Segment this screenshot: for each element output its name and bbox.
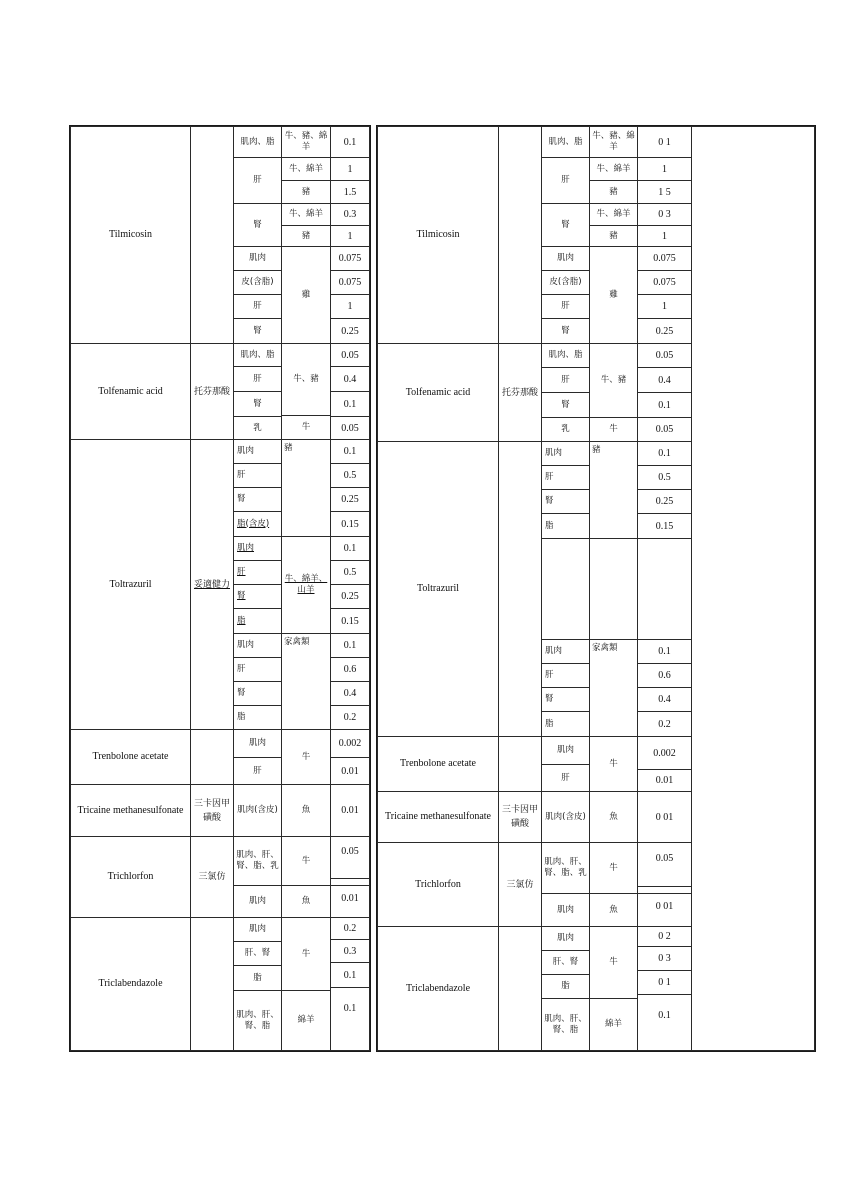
value-cell: 1 — [637, 225, 692, 247]
value-cell: 0.1 — [330, 633, 370, 658]
animal-cell: 魚 — [281, 885, 331, 918]
value-cell: 0.075 — [330, 246, 370, 271]
tissue-cell: 腎 — [541, 203, 590, 247]
tissue-cell: 肌肉 — [541, 736, 590, 765]
tissue-cell: 肌肉、肝、腎、脂 — [541, 998, 590, 1051]
drug-name: Toltrazuril — [377, 441, 499, 737]
tissue-cell: 乳 — [541, 417, 590, 442]
value-cell: 0.25 — [330, 318, 370, 344]
value-cell: 1 5 — [637, 180, 692, 204]
value-cell: 0 1 — [637, 126, 692, 158]
drug-chinese-name: 三卡因甲磺酸 — [498, 791, 542, 843]
drug-name: Tilmicosin — [70, 126, 191, 344]
value-cell: 0.25 — [330, 584, 370, 609]
tissue-cell: 肝、腎 — [541, 950, 590, 975]
animal-cell: 豬 — [281, 225, 331, 247]
tissue-cell: 腎 — [233, 487, 282, 512]
tissue-cell: 肌肉 — [233, 439, 282, 464]
animal-cell: 豬 — [281, 180, 331, 204]
animal-cell: 牛 — [281, 729, 331, 785]
value-cell: 0.25 — [637, 489, 692, 514]
drug-chinese-name-text: 妥適健力 — [193, 579, 230, 590]
value-cell: 1.5 — [330, 180, 370, 204]
value-cell: 0.6 — [637, 663, 692, 688]
tissue-cell: 乳 — [233, 416, 282, 440]
tissue-cell: 皮(含脂) — [233, 270, 282, 295]
drug-name: Trenbolone acetate — [377, 736, 499, 792]
value-cell: 0.1 — [330, 126, 370, 158]
value-cell: 0.5 — [330, 560, 370, 585]
tissue-cell: 脂 — [541, 711, 590, 737]
tissue-cell: 皮(含脂) — [541, 270, 590, 295]
value-cell: 0.1 — [330, 536, 370, 561]
animal-cell: 魚 — [589, 893, 638, 927]
animal-cell: 牛 — [589, 417, 638, 442]
tissue-cell: 肌肉 — [233, 917, 282, 942]
animal-cell: 綿羊 — [589, 998, 638, 1051]
tissue-cell: 肌肉(含皮) — [541, 791, 590, 843]
value-cell: 0.4 — [330, 681, 370, 706]
tissue-cell: 肌肉 — [541, 639, 590, 664]
animal-cell: 豬 — [589, 441, 638, 539]
tissue-cell: 肝 — [233, 757, 282, 785]
value-cell: 0.075 — [330, 270, 370, 295]
animal-cell: 家禽類 — [589, 639, 638, 737]
drug-name: Tilmicosin — [377, 126, 499, 344]
value-cell: 0.05 — [637, 842, 692, 894]
value-cell: 1 — [330, 294, 370, 319]
tissue-cell: 脂 — [541, 513, 590, 539]
tissue-cell: 肌肉 — [233, 633, 282, 658]
value-cell: 0.002 — [637, 736, 692, 770]
tissue-cell: 肌肉 — [541, 246, 590, 271]
blank-column — [691, 126, 815, 1051]
value-cell: 0.01 — [330, 878, 370, 918]
animal-cell: 牛、綿羊 — [589, 203, 638, 226]
animal-cell: 牛 — [589, 842, 638, 894]
value-cell: 0.01 — [330, 784, 370, 837]
empty-cell — [589, 538, 638, 640]
value-cell: 0.1 — [637, 441, 692, 466]
drug-name: Trenbolone acetate — [70, 729, 191, 785]
value-cell: 1 — [637, 294, 692, 319]
tissue-cell-text: 肌肉 — [237, 543, 255, 553]
tissue-cell: 脂 — [541, 974, 590, 999]
tissue-cell — [233, 584, 282, 609]
value-cell: 0.1 — [330, 987, 370, 1051]
tissue-cell: 腎 — [541, 687, 590, 712]
animal-cell: 牛 — [281, 836, 331, 886]
value-cell: 0.3 — [330, 939, 370, 963]
drug-chinese-name: 三氯仿 — [190, 836, 234, 918]
drug-chinese-name — [498, 441, 542, 737]
drug-chinese-name: 托芬那酸 — [498, 343, 542, 442]
animal-cell: 牛、豬、綿羊 — [281, 126, 331, 158]
tissue-cell: 肝 — [233, 657, 282, 682]
tissue-cell: 肌肉、肝、腎、脂、乳 — [233, 836, 282, 886]
value-cell: 0 1 — [637, 970, 692, 995]
value-cell: 0.05 — [330, 836, 370, 886]
tissue-cell: 腎 — [233, 203, 282, 247]
tissue-cell: 肌肉、脂 — [233, 126, 282, 158]
animal-cell: 豬 — [281, 439, 331, 537]
tissue-cell — [233, 511, 282, 537]
drug-name: Trichlorfon — [377, 842, 499, 927]
tissue-cell: 肌肉、肝、腎、脂、乳 — [541, 842, 590, 894]
value-cell: 0.1 — [330, 962, 370, 988]
drug-chinese-name — [190, 917, 234, 1051]
animal-cell: 牛、綿羊 — [281, 157, 331, 181]
animal-cell: 雞 — [589, 246, 638, 344]
value-cell: 0.15 — [330, 511, 370, 537]
animal-cell: 牛 — [589, 926, 638, 999]
tissue-cell: 肌肉、脂 — [233, 343, 282, 367]
tissue-cell-text: 脂(含皮) — [237, 518, 270, 529]
value-cell: 0.01 — [637, 769, 692, 792]
tissue-cell-text: 腎 — [237, 591, 246, 601]
tissue-cell: 肌肉、脂 — [541, 343, 590, 368]
tissue-cell — [233, 608, 282, 634]
drug-chinese-name — [498, 926, 542, 1051]
value-cell: 1 — [330, 225, 370, 247]
value-cell: 0.15 — [330, 608, 370, 634]
drug-name: Tolfenamic acid — [70, 343, 191, 440]
drug-name: Trichlorfon — [70, 836, 191, 918]
animal-cell: 豬 — [589, 225, 638, 247]
animal-cell: 牛、豬 — [281, 343, 331, 416]
value-cell: 0.075 — [637, 246, 692, 271]
value-cell: 0.15 — [637, 513, 692, 539]
drug-chinese-name — [498, 736, 542, 792]
drug-name: Triclabendazole — [70, 917, 191, 1051]
drug-chinese-name: 托芬那酸 — [190, 343, 234, 440]
value-cell: 0 3 — [637, 946, 692, 971]
value-cell: 0.01 — [330, 757, 370, 785]
drug-chinese-name — [190, 439, 234, 730]
tissue-cell: 腎 — [541, 318, 590, 344]
tissue-cell: 肌肉 — [233, 885, 282, 918]
drug-name: Toltrazuril — [70, 439, 191, 730]
animal-cell: 牛、綿羊 — [589, 157, 638, 181]
value-cell: 0.4 — [637, 367, 692, 393]
value-cell: 0.1 — [637, 392, 692, 418]
drug-name: Triclabendazole — [377, 926, 499, 1051]
animal-cell: 家禽類 — [281, 633, 331, 730]
animal-cell-text: 牛、綿羊、山羊 — [284, 574, 328, 595]
value-cell: 0.4 — [637, 687, 692, 712]
tissue-cell — [233, 560, 282, 585]
tissue-cell: 肝 — [541, 157, 590, 204]
drug-chinese-name: 三氯仿 — [498, 842, 542, 927]
tissue-cell: 脂 — [233, 705, 282, 730]
tissue-cell: 肌肉、脂 — [541, 126, 590, 158]
value-cell: 0.2 — [637, 711, 692, 737]
value-cell: 0.05 — [330, 343, 370, 367]
value-cell: 0.1 — [330, 439, 370, 464]
tissue-cell: 肌肉 — [233, 729, 282, 758]
tissue-cell: 肝 — [541, 663, 590, 688]
tissue-cell: 肝、腎 — [233, 941, 282, 966]
value-cell: 0.2 — [330, 705, 370, 730]
tissue-cell: 腎 — [233, 318, 282, 344]
value-cell: 1 — [330, 157, 370, 181]
tissue-cell: 肝 — [233, 294, 282, 319]
empty-cell — [541, 538, 590, 640]
tissue-cell: 肝 — [541, 465, 590, 490]
tissue-cell: 肌肉 — [233, 246, 282, 271]
value-cell: 1 — [637, 157, 692, 181]
tissue-cell-text: 肝 — [237, 567, 246, 577]
tissue-cell: 腎 — [233, 681, 282, 706]
animal-cell: 牛、豬 — [589, 343, 638, 418]
tissue-cell — [233, 536, 282, 561]
animal-cell: 雞 — [281, 246, 331, 344]
drug-chinese-name: 三卡因甲磺酸 — [190, 784, 234, 837]
value-cell: 0.075 — [637, 270, 692, 295]
drug-chinese-name — [190, 729, 234, 785]
drug-chinese-name — [498, 126, 542, 344]
tissue-cell: 肌肉、肝、腎、脂 — [233, 990, 282, 1051]
tissue-cell: 肝 — [233, 157, 282, 204]
drug-chinese-name — [190, 126, 234, 344]
tissue-cell: 肌肉(含皮) — [233, 784, 282, 837]
tissue-cell: 肝 — [233, 463, 282, 488]
value-cell: 0.1 — [330, 391, 370, 417]
value-cell: 0.5 — [330, 463, 370, 488]
value-cell: 0.6 — [330, 657, 370, 682]
tissue-cell: 肝 — [541, 367, 590, 393]
tissue-cell: 腎 — [541, 392, 590, 418]
animal-cell: 牛 — [281, 415, 331, 440]
animal-cell: 牛、豬、綿羊 — [589, 126, 638, 158]
drug-name: Tricaine methanesulfonate — [70, 784, 191, 837]
value-cell: 0.25 — [637, 318, 692, 344]
tissue-cell-text: 脂 — [237, 615, 246, 626]
value-cell: 0.05 — [637, 343, 692, 368]
animal-cell: 牛 — [281, 917, 331, 991]
value-cell: 0 01 — [637, 791, 692, 843]
drug-name: Tricaine methanesulfonate — [377, 791, 499, 843]
value-cell: 0.4 — [330, 366, 370, 392]
value-cell: 0.5 — [637, 465, 692, 490]
animal-cell: 牛 — [589, 736, 638, 792]
drug-name: Tolfenamic acid — [377, 343, 499, 442]
tissue-cell: 肌肉 — [541, 926, 590, 951]
value-cell: 0 3 — [637, 203, 692, 226]
value-cell: 0.3 — [330, 203, 370, 226]
tissue-cell: 肝 — [233, 366, 282, 392]
value-cell: 0.1 — [637, 994, 692, 1051]
animal-cell: 綿羊 — [281, 990, 331, 1051]
tissue-cell: 腎 — [233, 391, 282, 417]
value-cell: 0.1 — [637, 639, 692, 664]
value-cell: 0.25 — [330, 487, 370, 512]
animal-cell: 牛、綿羊 — [281, 203, 331, 226]
value-cell: 0.002 — [330, 729, 370, 758]
tissue-cell: 脂 — [233, 965, 282, 991]
tissue-cell: 腎 — [541, 489, 590, 514]
value-cell: 0 01 — [637, 886, 692, 927]
value-cell: 0 2 — [637, 926, 692, 947]
tissue-cell: 肝 — [541, 294, 590, 319]
animal-cell: 魚 — [281, 784, 331, 837]
value-cell: 0.05 — [330, 416, 370, 440]
empty-cell — [637, 538, 692, 640]
tissue-cell: 肝 — [541, 764, 590, 792]
animal-cell — [281, 536, 331, 634]
tissue-cell: 肌肉 — [541, 893, 590, 927]
animal-cell: 豬 — [589, 180, 638, 204]
value-cell: 0.05 — [637, 417, 692, 442]
value-cell: 0.2 — [330, 917, 370, 940]
tissue-cell: 肌肉 — [541, 441, 590, 466]
animal-cell: 魚 — [589, 791, 638, 843]
